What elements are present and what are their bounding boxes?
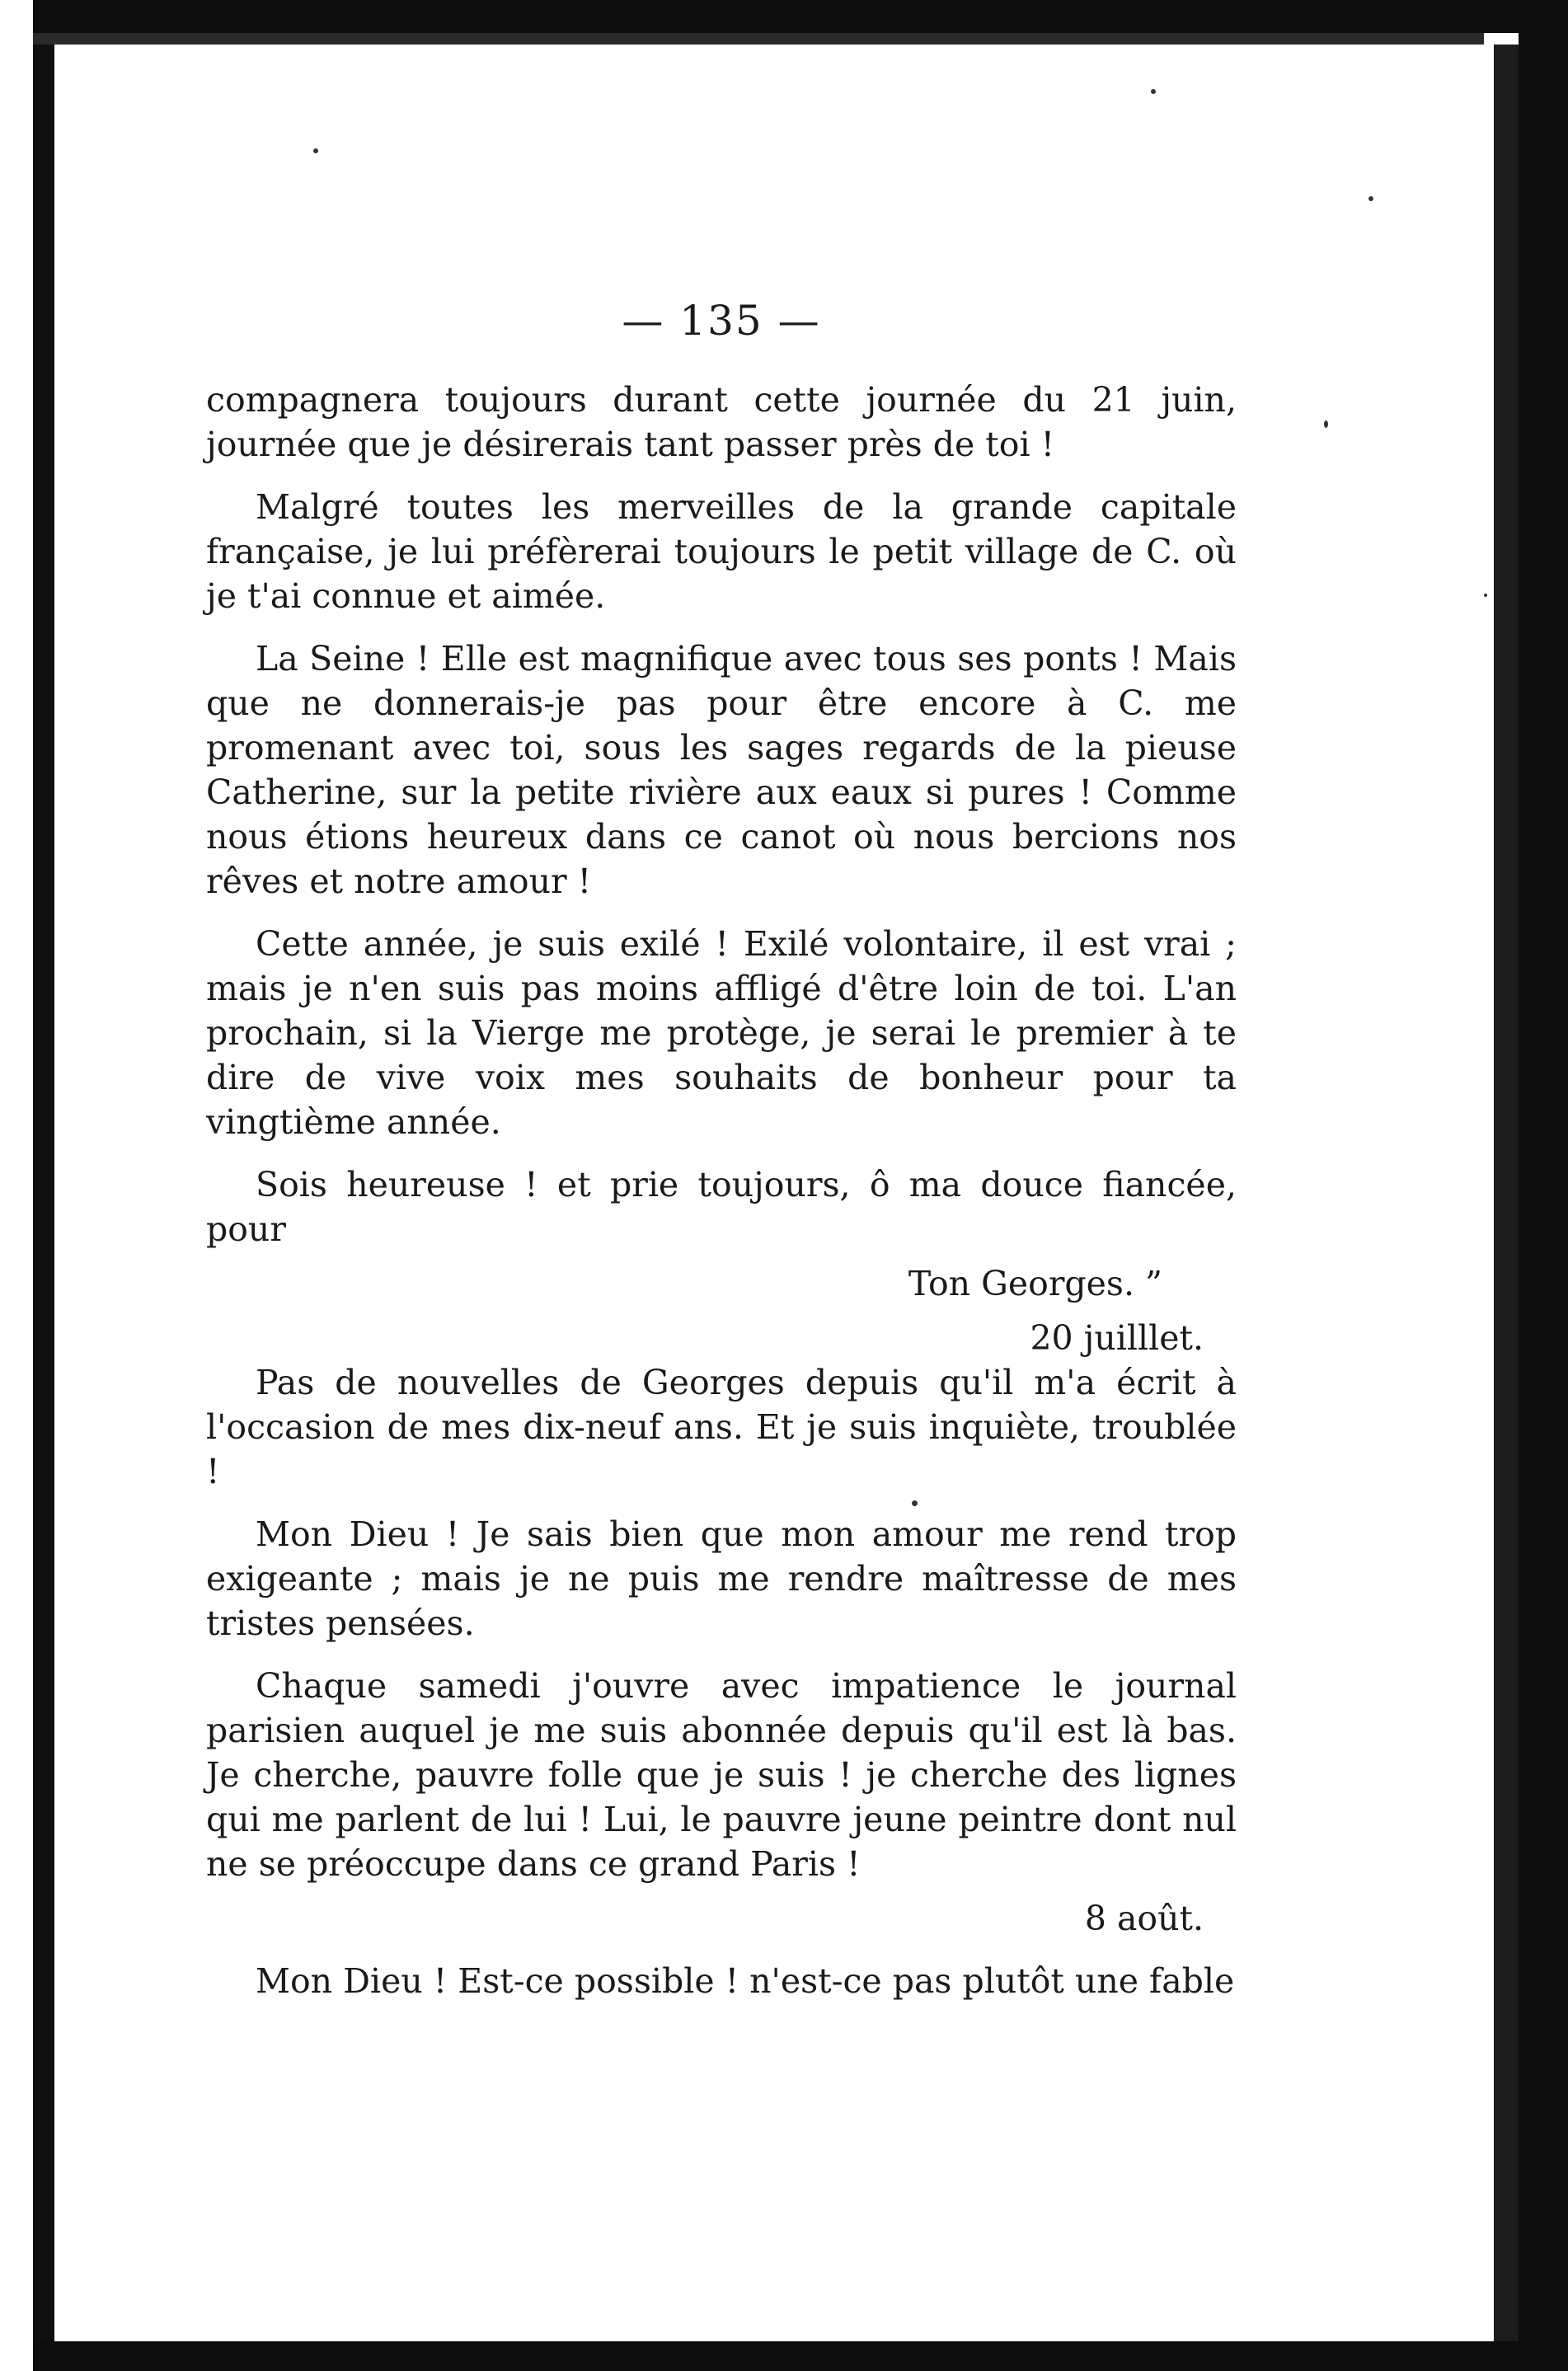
- scan-border-right: [1519, 0, 1568, 2371]
- page-number: — 135 —: [622, 297, 821, 345]
- scan-speck: [1484, 594, 1487, 597]
- paragraph: Mon Dieu ! Je sais bien que mon amour me rend trop exigeante ; mais je ne puis me rendre maîtresse de mes tristes pensées.: [206, 1514, 1237, 1643]
- scan-speck: [1324, 420, 1328, 428]
- scan-border-right-inner: [1494, 45, 1519, 2371]
- diary-date: 20 juilllet.: [1030, 1318, 1204, 1358]
- book-page: [206, 297, 1237, 2003]
- scan-border-top: [33, 0, 1519, 33]
- paragraph: Pas de nouvelles de Georges depuis qu'il m'a écrit à l'occasion de mes dix-neuf ans. Et je suis inquiète, troublée !: [206, 1363, 1237, 1491]
- paragraph: Chaque samedi j'ouvre avec impatience le journal parisien auquel je me suis abonnée depuis qu'il est là bas. Je cherche, pauvre folle que je suis ! je cherche des lignes qui me parlent de lui ! Lui, le pauvre jeune peintre dont nul ne se préoccupe dans ce grand Paris !: [206, 1666, 1237, 1884]
- paragraph: Malgré toutes les merveilles de la grande capitale française, je lui préfèrerai toujours le petit village de C. où je t'ai connue et aimée.: [206, 487, 1237, 616]
- scan-border-top-inner: [33, 33, 1484, 45]
- paragraph: Mon Dieu ! Est-ce possible ! n'est-ce pas plutôt une fable: [256, 1961, 1235, 2001]
- scan-speck: [1368, 196, 1373, 201]
- paragraph: compagnera toujours durant cette journée du 21 juin, journée que je désirerais tant passer près de toi !: [206, 380, 1237, 464]
- diary-date: 8 août.: [1084, 1899, 1204, 1938]
- scan-speck: [313, 148, 318, 153]
- paragraph: Sois heureuse ! et prie toujours, ô ma douce fiancée, pour: [206, 1165, 1237, 1249]
- scan-border-bottom: [33, 2341, 1519, 2371]
- scan-border-left: [33, 45, 54, 2345]
- letter-signature: Ton Georges. ”: [908, 1264, 1162, 1303]
- scan-speck: [1151, 89, 1156, 94]
- paragraph: Cette année, je suis exilé ! Exilé volontaire, il est vrai ; mais je n'en suis pas moins affligé d'être loin de toi. L'an prochain, si la Vierge me protège, je serai le premier à te dire de vive voix mes souhaits de bonheur pour ta vingtième année.: [206, 924, 1237, 1142]
- paragraph: La Seine ! Elle est magnifique avec tous ses ponts ! Mais que ne donnerais-je pas pour être encore à C. me promenant avec toi, sous les sages regards de la pieuse Catherine, sur la petite rivière aux eaux si pures ! Comme nous étions heureux dans ce canot où nous bercions nos rêves et notre amour !: [206, 639, 1237, 901]
